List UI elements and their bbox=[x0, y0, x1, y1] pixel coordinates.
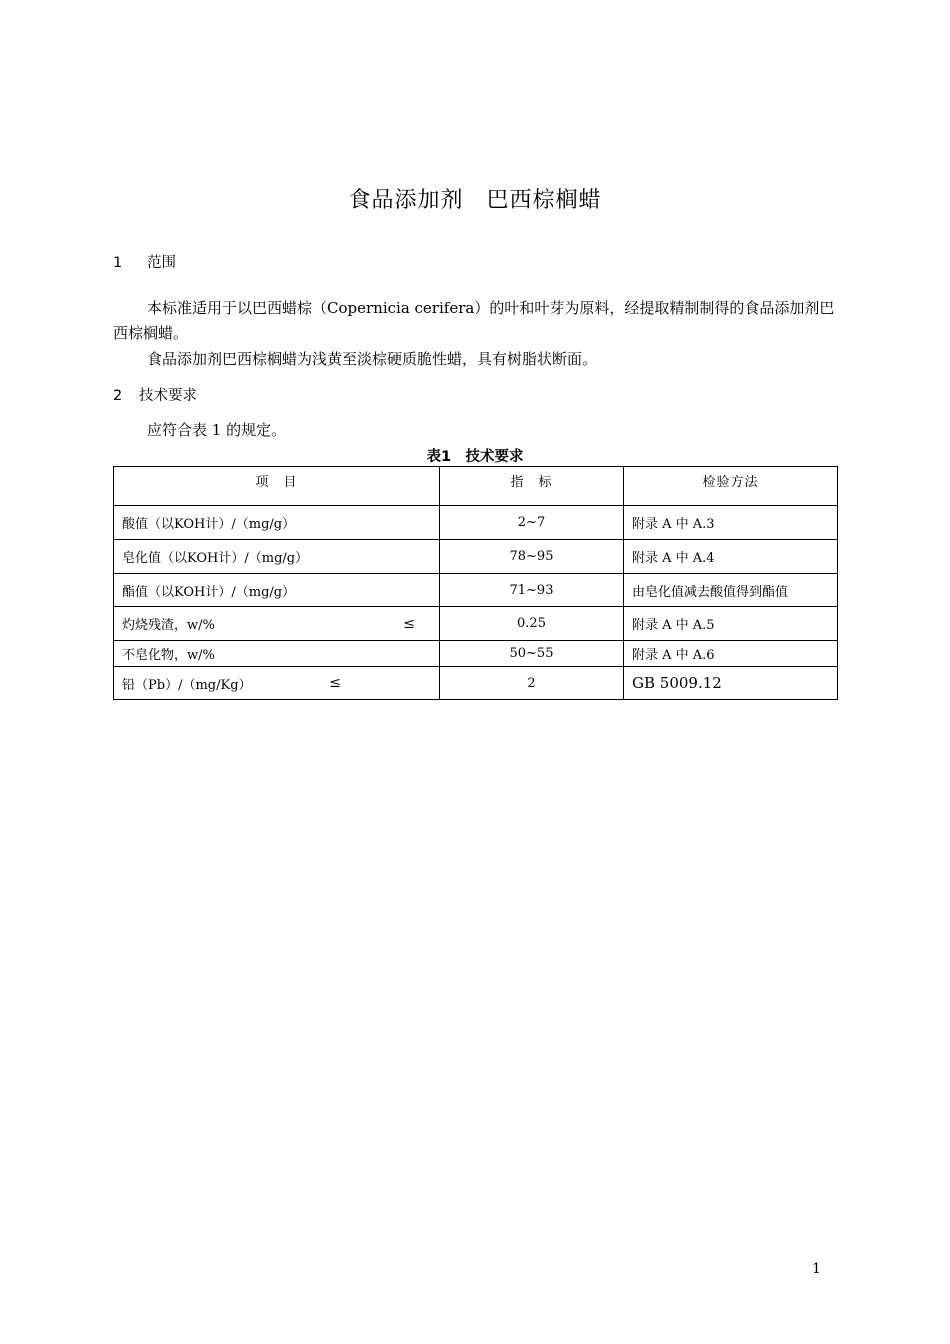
item-name: 酸值（以KOH计）/（mg/g） bbox=[122, 517, 296, 532]
value-cell: 2 bbox=[440, 667, 624, 700]
item-name: 不皂化物，w/% bbox=[122, 648, 215, 663]
document-title: 食品添加剂 巴西棕榈蜡 bbox=[348, 188, 602, 213]
limit-symbol: ≤ bbox=[403, 615, 415, 632]
value-cell: 0.25 bbox=[440, 607, 624, 641]
method-cell: 附录 A 中 A.4 bbox=[624, 540, 838, 574]
method-cell: 附录 A 中 A.5 bbox=[624, 607, 838, 641]
header-item: 项 目 bbox=[114, 467, 440, 506]
item-cell bbox=[114, 641, 440, 667]
section-title: 技术要求 bbox=[139, 388, 197, 404]
section-heading-requirements bbox=[113, 384, 197, 405]
item-cell bbox=[114, 506, 440, 540]
table-row bbox=[114, 574, 838, 607]
item-name: 铅（Pb）/（mg/Kg） bbox=[122, 677, 252, 693]
item-cell bbox=[114, 607, 440, 641]
limit-symbol: ≤ bbox=[329, 675, 341, 691]
item-cell bbox=[114, 540, 440, 574]
scope-paragraph-2: 食品添加剂巴西棕榈蜡为浅黄至淡棕硬质脆性蜡，具有树脂状断面。 bbox=[147, 350, 598, 368]
item-name: 灼烧残渣，w/% bbox=[122, 618, 215, 633]
header-method: 检验方法 bbox=[624, 467, 838, 506]
section-title: 范围 bbox=[147, 255, 176, 271]
value-cell: 2~7 bbox=[440, 506, 624, 540]
table-row bbox=[114, 506, 838, 540]
table-row bbox=[114, 667, 838, 700]
item-cell bbox=[114, 667, 440, 700]
item-name: 酯值（以KOH计）/（mg/g） bbox=[122, 584, 296, 600]
value-cell: 71~93 bbox=[440, 574, 624, 607]
table-row bbox=[114, 641, 838, 667]
requirements-intro: 应符合表 1 的规定。 bbox=[147, 421, 287, 439]
table-header-row bbox=[114, 467, 838, 506]
method-cell: 附录 A 中 A.3 bbox=[624, 506, 838, 540]
header-value: 指 标 bbox=[440, 467, 624, 506]
table-row bbox=[114, 607, 838, 641]
table-caption: 表1 技术要求 bbox=[426, 449, 524, 465]
page-number: 1 bbox=[812, 1261, 821, 1277]
section-number: 1 bbox=[113, 255, 123, 271]
item-name: 皂化值（以KOH计）/（mg/g） bbox=[122, 551, 309, 566]
scope-paragraph-1: 本标准适用于以巴西蜡棕（Copernicia cerifera）的叶和叶芽为原料，经提取精制制得的食品添加剂巴西棕榈蜡。 bbox=[113, 299, 835, 342]
table-row bbox=[114, 540, 838, 574]
section-number: 2 bbox=[113, 388, 123, 404]
method-cell: 附录 A 中 A.6 bbox=[624, 641, 838, 667]
value-cell: 50~55 bbox=[440, 641, 624, 667]
method-cell: 由皂化值减去酸值得到酯值 bbox=[624, 574, 838, 607]
requirements-table bbox=[113, 466, 838, 700]
method-cell: GB 5009.12 bbox=[624, 667, 838, 700]
value-cell: 78~95 bbox=[440, 540, 624, 574]
section-heading-scope bbox=[113, 251, 176, 272]
item-cell bbox=[114, 574, 440, 607]
